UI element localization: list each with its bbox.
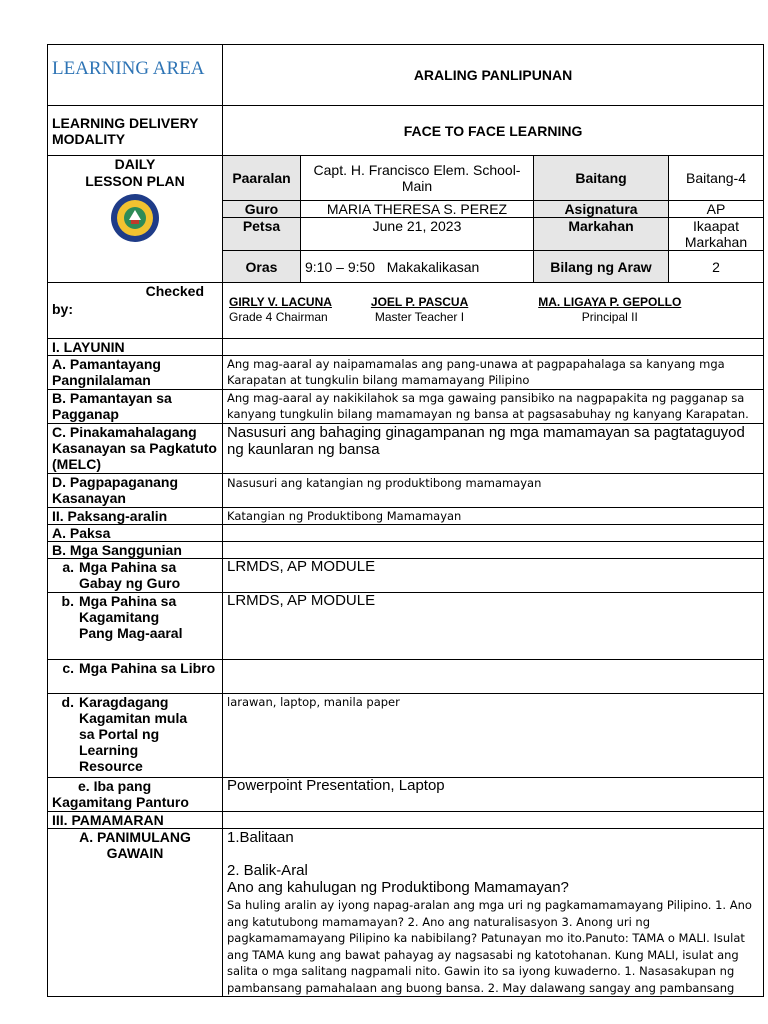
markahan-value: Ikaapat Markahan [669, 218, 764, 251]
petsa-label: Petsa [223, 218, 301, 251]
guro-label: Guro [223, 201, 301, 218]
paaralan-label: Paaralan [223, 156, 301, 201]
dlp-label: DAILY LESSON PLAN [85, 156, 185, 189]
markahan-label: Markahan [534, 218, 669, 251]
lesson-plan-page [47, 44, 763, 997]
pamantayan-pagganap-value: Ang mag-aaral ay nakikilahok sa mga gawaing pansibiko na nagpapakita ng pagganap sa kanyang tungkulin bilang mamamayan ng bansa at pagsasabuhay ng kanyang Karapatan. [223, 390, 764, 424]
pamantayan-pagganap-label: B. Pamantayan sa Pagganap [48, 390, 223, 424]
pagpapaganang-kasanayan-label: D. Pagpapaganang Kasanayan [48, 474, 223, 508]
karagdagang-kagamitan-label: d. Karagdagang Kagamitan mula sa Portal ng Learning Resource [48, 694, 223, 778]
balik-aral-heading: 2. Balik-Aral [227, 862, 308, 879]
balitaan-text: 1.Balitaan [227, 829, 294, 846]
oras-value: 9:10 – 9:50 Makakalikasan [301, 251, 534, 283]
iba-pang-kagamitan-label: e. Iba pang Kagamitang Panturo [48, 778, 223, 812]
pamamaraan-heading: III. PAMAMARAN [48, 812, 223, 829]
school-seal-icon [109, 192, 161, 244]
checked-by-label: Checked by: [48, 283, 223, 339]
balik-aral-text: Sa huling aralin ay iyong napag-aralan ang mga uri ng pagkamamamayang Pilipino. 1. Ano ang katutubong mamamayan? 2. Ano ang naturalisasyon 3. Anong uri ng pagkamamamayang Pilipino ka nabibilang? Patunayan mo ito.Panuto: TAMA o MALI. Isulat ang TAMA kung ang bawat pahayag ay nagsasabi ng katotohanan. Kung MALI, isulat ang salita o mga salitang nagpamali nito. Gawin ito sa iyong kuwaderno. 1. Nasasakupan ng pambansang pamahalaan ang buong bansa. 2. May dalawang sangay ang pambansang [227, 898, 752, 995]
modality-label: LEARNING DELIVERY MODALITY [48, 106, 223, 156]
gabay-guro-value: LRMDS, AP MODULE [223, 559, 764, 593]
kagamitang-mag-aaral-label: b. Mga Pahina sa Kagamitang Pang Mag-aaral [48, 593, 223, 660]
sanggunian-label: B. Mga Sanggunian [48, 542, 223, 559]
asignatura-value: AP [669, 201, 764, 218]
modality-value: FACE TO FACE LEARNING [223, 106, 764, 156]
signatories [223, 283, 764, 339]
pamantayang-pangnilalaman-label: A. Pamantayang Pangnilalaman [48, 356, 223, 390]
gabay-guro-label: a. Mga Pahina sa Gabay ng Guro [48, 559, 223, 593]
panimulang-gawain-label: A. PANIMULANG GAWAIN [48, 829, 223, 997]
paksang-aralin-label: II. Paksang-aralin [48, 508, 223, 525]
lesson-plan-table [47, 44, 764, 997]
guro-value: MARIA THERESA S. PEREZ [301, 201, 534, 218]
baitang-value: Baitang-4 [669, 156, 764, 201]
petsa-value: June 21, 2023 [301, 218, 534, 251]
iba-pang-kagamitan-value: Powerpoint Presentation, Laptop [223, 778, 764, 812]
pagpapaganang-kasanayan-value: Nasusuri ang katangian ng produktibong mamamayan [223, 474, 764, 508]
bilang-value: 2 [669, 251, 764, 283]
melc-label: C. Pinakamahalagang Kasanayan sa Pagkatuto (MELC) [48, 424, 223, 474]
melc-value: Nasusuri ang bahaging ginagampanan ng mga mamamayan sa pagtataguyod ng kaunlaran ng bansa [223, 424, 764, 474]
pamantayang-pangnilalaman-value: Ang mag-aaral ay naipamamalas ang pang-unawa at pagpapahalaga sa kanyang mga Karapatan at tungkulin bilang mamamayang Pilipino [223, 356, 764, 390]
asignatura-label: Asignatura [534, 201, 669, 218]
balik-aral-question: Ano ang kahulugan ng Produktibong Mamamayan? [227, 879, 569, 896]
learning-area-value: ARALING PANLIPUNAN [223, 45, 764, 106]
signatory-master-teacher: JOEL P. PASCUA Master Teacher I [370, 295, 469, 324]
oras-label: Oras [223, 251, 301, 283]
layunin-heading: I. LAYUNIN [48, 339, 223, 356]
signatory-principal: MA. LIGAYA P. GEPOLLO Principal II [538, 295, 682, 324]
dlp-cell [48, 156, 223, 283]
paaralan-value: Capt. H. Francisco Elem. School-Main [301, 156, 534, 201]
kagamitang-mag-aaral-value: LRMDS, AP MODULE [223, 593, 764, 660]
baitang-label: Baitang [534, 156, 669, 201]
bilang-label: Bilang ng Araw [534, 251, 669, 283]
signatory-chairman: GIRLY V. LACUNA Grade 4 Chairman [229, 295, 332, 324]
karagdagang-kagamitan-value: larawan, laptop, manila paper [223, 694, 764, 778]
paksang-aralin-value: Katangian ng Produktibong Mamamayan [223, 508, 764, 525]
paksa-label: A. Paksa [48, 525, 223, 542]
learning-area-label: LEARNING AREA [48, 45, 223, 106]
panimulang-gawain-content [223, 829, 764, 997]
pahina-libro-label: c. Mga Pahina sa Libro [48, 660, 223, 694]
